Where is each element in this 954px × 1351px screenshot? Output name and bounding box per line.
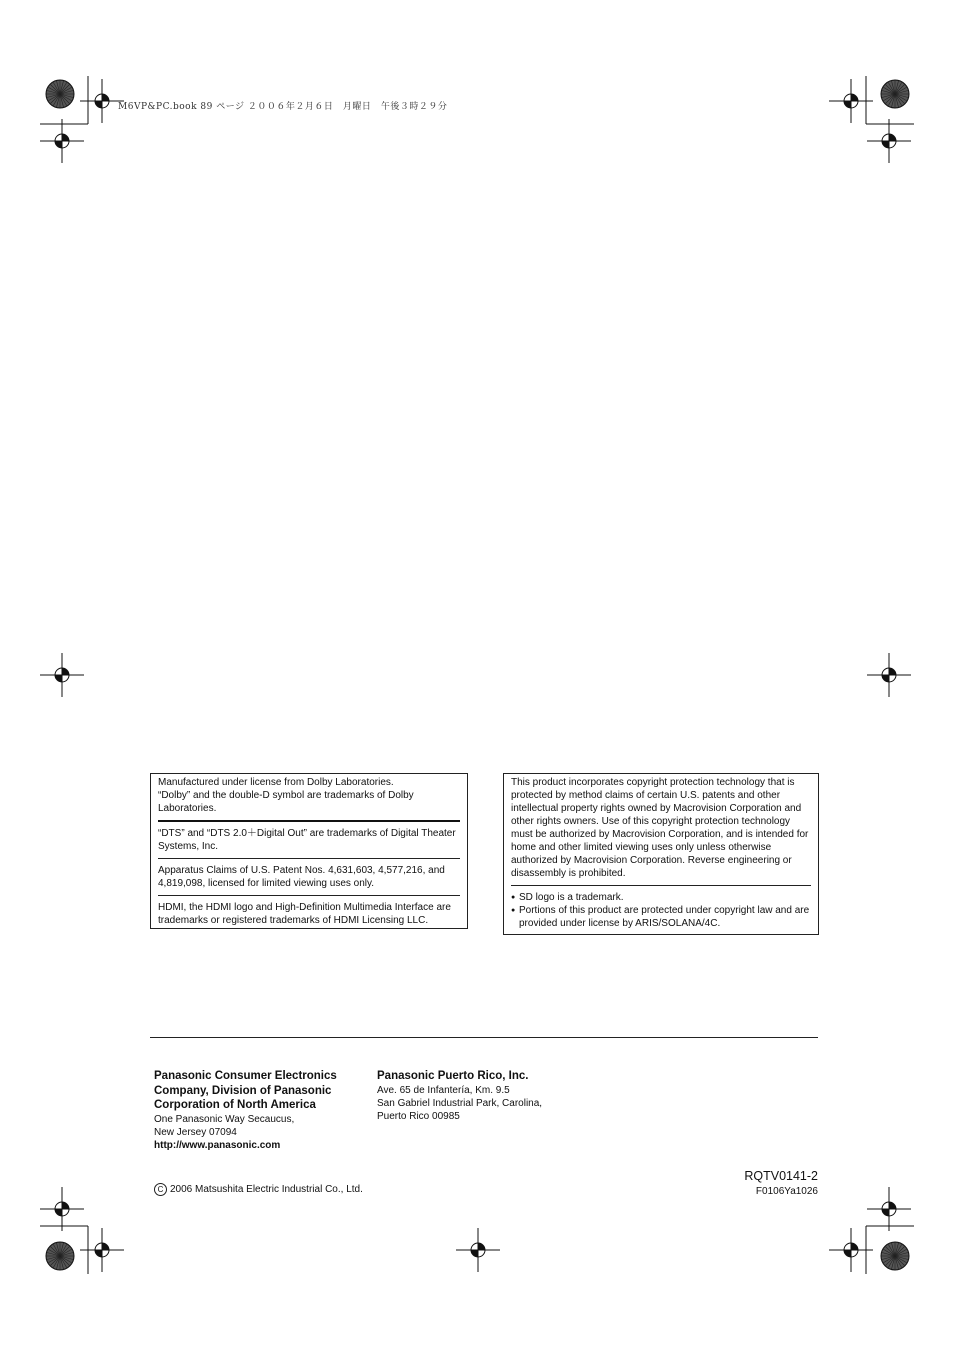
color-bar-icon [46,1242,74,1270]
registration-target-icon [80,1228,124,1272]
trademark-notice-box [150,773,468,929]
print-code: F0106Ya1026 [755,1186,818,1197]
copyright-icon: C [154,1183,167,1196]
color-bar-icon [881,1242,909,1270]
color-bar-icon [881,80,909,108]
list-item: ● Portions of this product are protected under copyright law and are provided under license by ARIS/SOLANA/4C. [511,904,811,930]
registration-target-icon [867,119,911,163]
patent-notice: Apparatus Claims of U.S. Patent Nos. 4,631,603, 4,577,216, and 4,819,098, licensed for limited viewing uses only. [158,858,460,895]
print-header: M6VP&PC.book 89 ページ ２００６年２月６日 月曜日 午後３時２９分 [118,102,448,112]
address-puerto-rico: Panasonic Puerto Rico, Inc. Ave. 65 de Infantería, Km. 9.5 San Gabriel Industrial Park, Carolina, Puerto Rico 00985 [377,1070,543,1122]
copyright-protection-box [503,773,819,935]
registration-target-icon [456,1228,500,1272]
website-link[interactable]: http://www.panasonic.com [154,1139,281,1151]
registration-target-icon [40,1187,84,1231]
model-number: RQTV0141-2 [744,1169,818,1183]
notice-bullets [511,891,811,930]
macrovision-notice: This product incorporates copyright protection technology that is protected by method claims of certain U.S. patents and other intellectual property rights owned by Macrovision Corporation and other rights owners. Use of this copyright protection technology must be authorized by Macrovision Corporation, and is intended for home and other limited viewing uses only unless otherwise authorized by Macrovision Corporation. Reverse engineering or disassembly is prohibited. [511,777,809,879]
registration-target-icon [40,119,84,163]
other-notices [511,885,811,935]
registration-target-icon [867,1187,911,1231]
hdmi-notice: HDMI, the HDMI logo and High-Definition Multimedia Interface are trademarks or registered trademarks of HDMI Licensing LLC. [158,895,460,932]
registration-target-icon [40,653,84,697]
dolby-notice: Manufactured under license from Dolby Laboratories. “Dolby” and the double-D symbol are trademarks of Dolby Laboratories. [158,777,414,814]
registration-target-icon [867,653,911,697]
list-item: ● SD logo is a trademark. [511,891,811,904]
divider [150,1037,818,1038]
copyright-line: C 2006 Matsushita Electric Industrial Co., Ltd. [154,1183,363,1196]
dts-notice: “DTS” and “DTS 2.0＋Digital Out” are trademarks of Digital Theater Systems, Inc. [158,820,460,858]
color-bar-icon [46,80,74,108]
address-usa: Panasonic Consumer Electronics Company, Division of Panasonic Corporation of North America One Panasonic Way Secaucus, New Jersey 07094 http://www.panasonic.com [154,1069,364,1152]
